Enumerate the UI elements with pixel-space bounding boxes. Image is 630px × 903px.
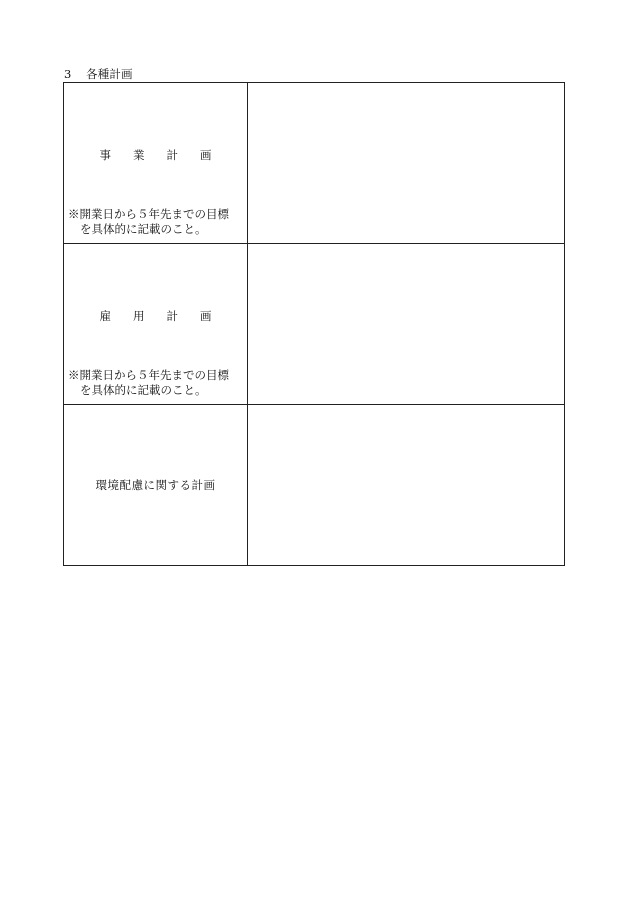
- environmental-plan-entry-field[interactable]: [248, 405, 565, 566]
- business-plan-note-line1: ※開業日から５年先までの目標: [68, 207, 229, 221]
- section-number: 3: [64, 67, 72, 81]
- table-row-business-plan: [64, 83, 565, 244]
- employment-plan-entry-field[interactable]: [248, 244, 565, 405]
- business-plan-note: [68, 207, 245, 237]
- environmental-plan-label: 環境配慮に関する計画: [95, 478, 216, 492]
- business-plan-entry-field[interactable]: [248, 83, 565, 244]
- business-plan-label: 事業計画: [99, 148, 234, 162]
- table-row-environmental-plan: [64, 405, 565, 566]
- employment-plan-note-line1: ※開業日から５年先までの目標: [68, 368, 229, 382]
- business-plan-note-line2: を具体的に記載のこと。: [80, 222, 207, 236]
- plans-table: [63, 82, 565, 566]
- section-heading: [64, 66, 133, 82]
- environmental-plan-label-cell: [64, 405, 248, 566]
- table-row-employment-plan: [64, 244, 565, 405]
- business-plan-label-cell: [64, 83, 248, 244]
- employment-plan-label: 雇用計画: [99, 309, 234, 323]
- employment-plan-note-line2: を具体的に記載のこと。: [80, 383, 207, 397]
- section-title: 各種計画: [86, 67, 133, 81]
- employment-plan-note: [68, 368, 245, 398]
- employment-plan-label-cell: [64, 244, 248, 405]
